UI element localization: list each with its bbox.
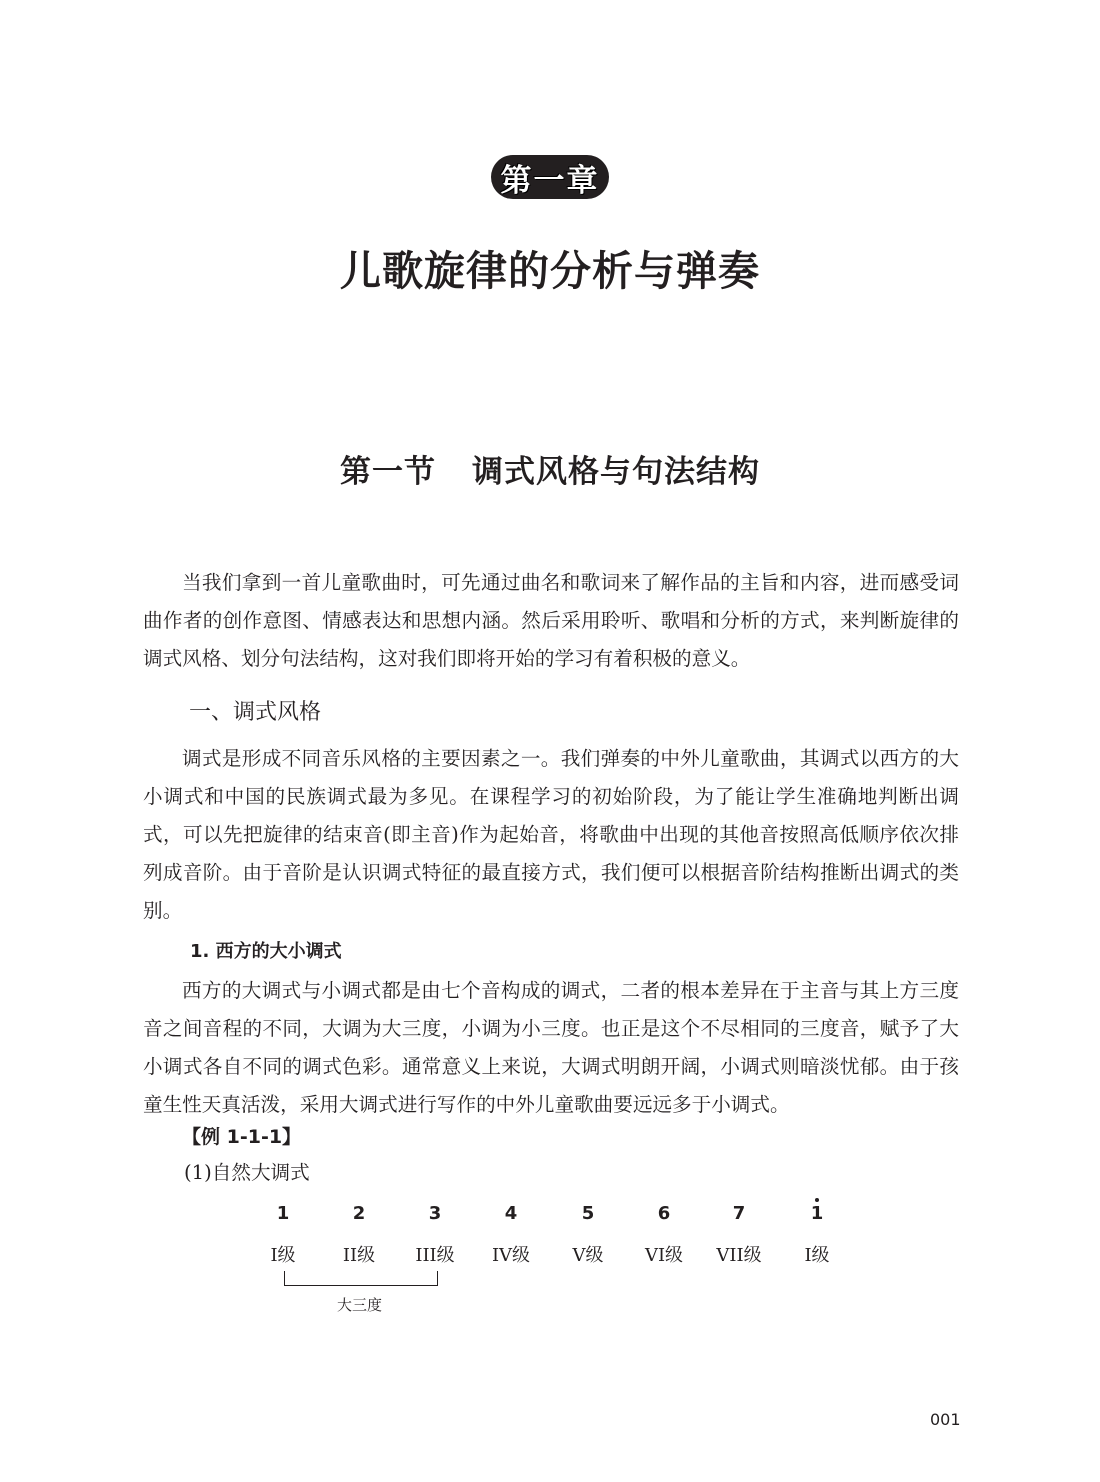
scale-note (649, 1203, 679, 1224)
scale-degree: IV级 (491, 1245, 531, 1266)
scale-degree: VII级 (716, 1245, 762, 1266)
interval-bracket (284, 1271, 438, 1286)
example-sub-label: (1)自然大调式 (184, 1161, 310, 1184)
mode-paragraph: 调式是形成不同音乐风格的主要因素之一。我们弹奏的中外儿童歌曲，其调式以西方的大小调式和中国的民族调式最为多见。在课程学习的初始阶段，为了能让学生准确地判断出调式，可以先把旋律的结束音(即主音)作为起始音，将歌曲中出现的其他音按照高低顺序依次排列成音阶。由于音阶是认识调式特征的最直接方式，我们便可以根据音阶结构推断出调式的类别。 (143, 747, 959, 922)
scale-note-digit: 7 (732, 1203, 746, 1224)
chapter-title: 儿歌旋律的分析与弹奏 (340, 247, 760, 295)
high-octave-dot (815, 1198, 819, 1202)
western-paragraph: 西方的大调式与小调式都是由七个音构成的调式，二者的根本差异在于主音与其上方三度音之间音程的不同，大调为大三度，小调为小三度。也正是这个不尽相同的三度音，赋予了大小调式各自不同的调式色彩。通常意义上来说，大调式明朗开阔，小调式则暗淡忧郁。由于孩童生性天真活泼，采用大调式进行写作的中外儿童歌曲要远远多于小调式。 (143, 979, 959, 1116)
scale-degree: V级 (572, 1245, 604, 1266)
scale-note-digit: 2 (352, 1203, 366, 1224)
scale-note-digit: 4 (504, 1203, 518, 1224)
scale-degree: VI级 (644, 1245, 684, 1266)
scale-degree: II级 (342, 1245, 376, 1266)
scale-note (496, 1203, 526, 1224)
scale-note (420, 1203, 450, 1224)
example-label: 【例 1-1-1】 (182, 1126, 302, 1148)
scale-note (268, 1203, 298, 1224)
scale-note-digit: 1 (276, 1203, 290, 1224)
scale-note-digit: 6 (657, 1203, 671, 1224)
scale-note-digit: 3 (428, 1203, 442, 1224)
scale-degree: III级 (415, 1245, 455, 1266)
scale-degree: I级 (804, 1245, 830, 1266)
scale-note-digit: 1 (810, 1203, 824, 1224)
scale-degree: I级 (270, 1245, 296, 1266)
section-number: 第一节 (340, 454, 436, 490)
heading-western-modes: 1. 西方的大小调式 (190, 941, 342, 962)
intro-paragraph: 当我们拿到一首儿童歌曲时，可先通过曲名和歌词来了解作品的主旨和内容，进而感受词曲作者的创作意图、情感表达和思想内涵。然后采用聆听、歌唱和分析的方式，来判断旋律的调式风格、划分句法结构，这对我们即将开始的学习有着积极的意义。 (143, 571, 959, 670)
section-name: 调式风格与句法结构 (472, 454, 760, 490)
scale-note (573, 1203, 603, 1224)
chapter-badge-label: 第一章 (500, 162, 600, 199)
scale-note (802, 1203, 832, 1224)
scale-note (724, 1203, 754, 1224)
chapter-badge (491, 155, 609, 199)
heading-mode-style: 一、调式风格 (189, 700, 322, 725)
scale-note (344, 1203, 374, 1224)
interval-label: 大三度 (337, 1296, 383, 1314)
page-number: 001 (930, 1410, 961, 1429)
section-title (0, 446, 1100, 491)
scale-note-digit: 5 (581, 1203, 595, 1224)
